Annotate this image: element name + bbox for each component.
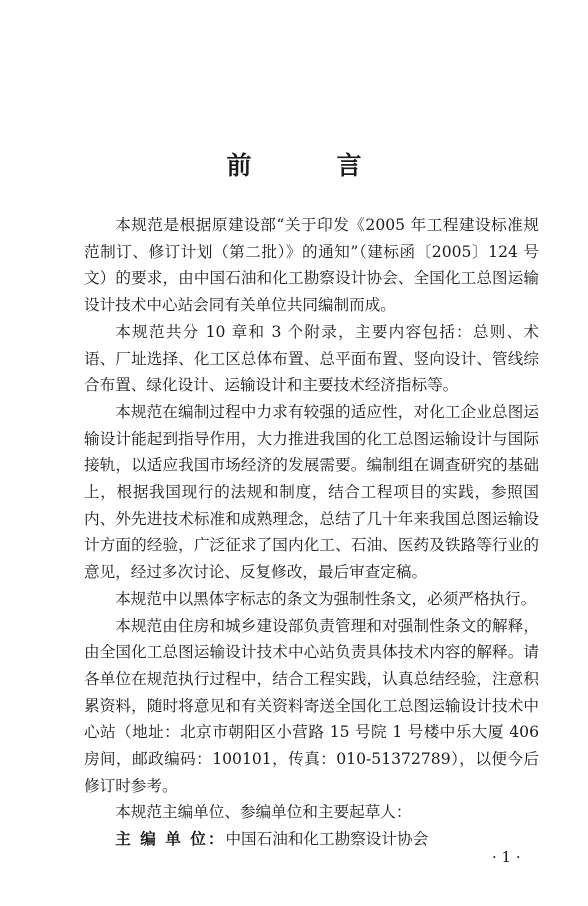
page-title: 前 言: [226, 151, 392, 180]
paragraph-3: 本规范在编制过程中力求有较强的适应性，对化工企业总图运输设计能起到指导作用，大力推进我国的化工总图运输设计与国际接轨，以适应我国市场经济的发展需要。编制组在调查研究的基础上，根据我国现行的法规和制度，结合工程项目的实践，参照国内、外先进技术标准和成熟理念，总结了几十年来我国总图运输设计方面的经验，广泛征求了国内化工、石油、医药及铁路等行业的意见，经过多次讨论、反复修改，最后审查定稿。: [84, 402, 539, 582]
page-number: · 1 ·: [492, 848, 521, 866]
chief-editor-line: [84, 826, 539, 853]
paragraph-1: 本规范是根据原建设部“关于印发《2005 年工程建设标准规范制订、修订计划（第二批）》的通知”（建标函〔2005〕124 号文）的要求，由中国石油和化工勘察设计协会、全国化工总图运输设计技术中心站会同有关单位共同编制而成。: [84, 216, 539, 315]
paragraph-6: 本规范主编单位、参编单位和主要起草人：: [115, 803, 412, 822]
chief-editor-label: 主 编 单 位：: [115, 830, 226, 849]
paragraph-4: 本规范中以黑体字标志的条文为强制性条文，必须严格执行。: [115, 589, 537, 608]
preface-body: [84, 212, 539, 853]
paragraph-2: 本规范共分 10 章和 3 个附录，主要内容包括：总则、术语、厂址选择、化工区总体布置、总平面布置、竖向设计、管线综合布置、绿化设计、运输设计和主要技术经济指标等。: [84, 322, 539, 395]
chief-editor-value: 中国石油和化工勘察设计协会: [225, 830, 429, 849]
paragraph-5: 本规范由住房和城乡建设部负责管理和对强制性条文的解释，由全国化工总图运输设计技术中心站负责具体技术内容的解释。请各单位在规范执行过程中，结合工程实践，认真总结经验，注意积累资料，随时将意见和有关资料寄送全国化工总图运输设计技术中心站（地址：北京市朝阳区小营路 15 号院 1 号楼中乐大厦 406 房间，邮政编码：100101，传真：010-51372789），以便今后修订时参考。: [84, 616, 539, 795]
